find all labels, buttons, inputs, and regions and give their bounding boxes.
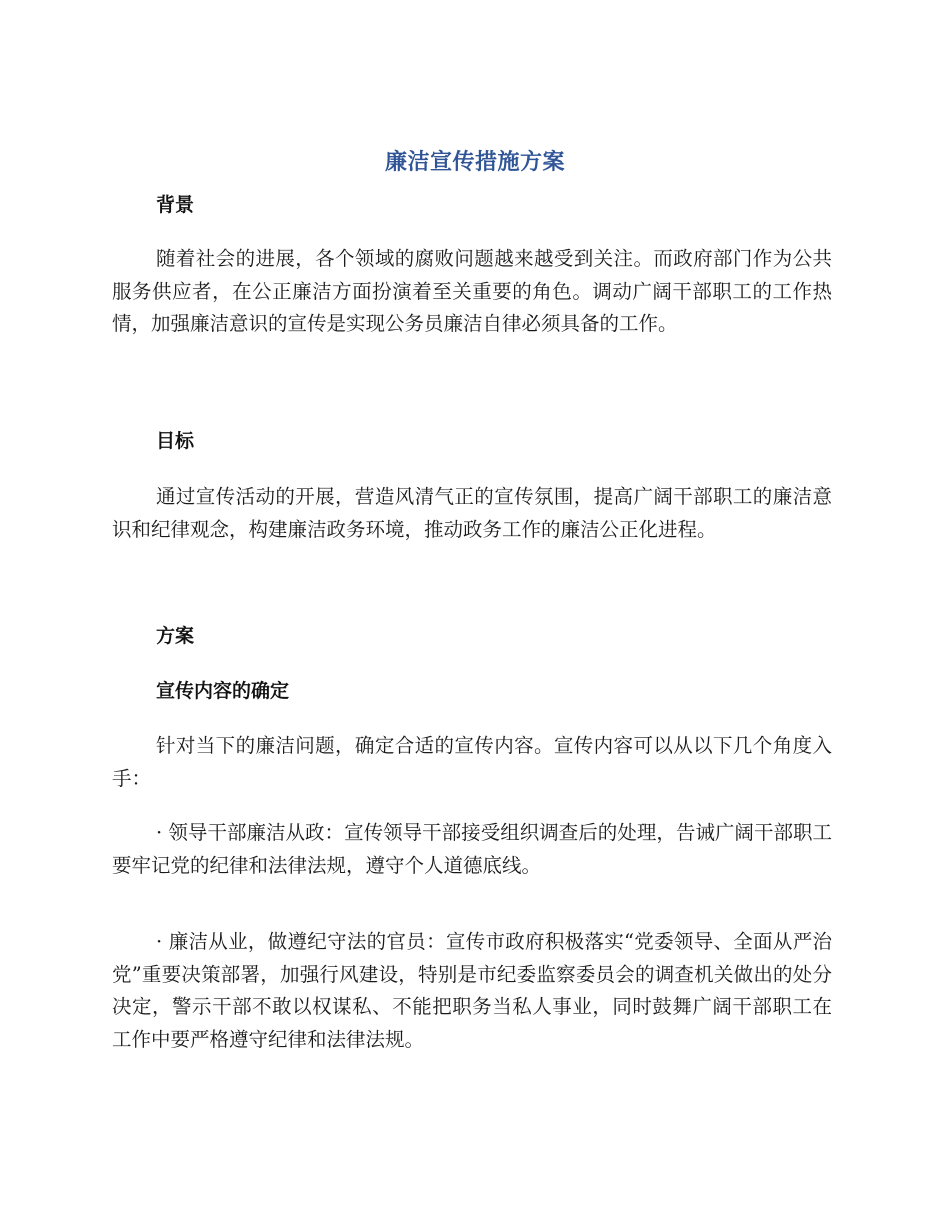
document-title: 廉洁宣传措施方案 bbox=[384, 150, 565, 175]
section-heading-goal: 目标 bbox=[156, 430, 195, 452]
list-item-leadership: · 领导干部廉洁从政：宣传领导干部接受组织调查后的处理，告诫广阔干部职工要牢记党的纪律和法律法规，遵守个人道德底线。 bbox=[112, 821, 832, 877]
section-heading-plan: 方案 bbox=[156, 625, 195, 647]
paragraph-plan-intro: 针对当下的廉洁问题，确定合适的宣传内容。宣传内容可以从以下几个角度入手： bbox=[112, 734, 832, 790]
subsection-heading-content: 宣传内容的确定 bbox=[156, 680, 290, 702]
paragraph-background: 随着社会的进展，各个领域的腐败问题越来越受到关注。而政府部门作为公共服务供应者，在公正廉洁方面扮演着至关重要的角色。调动广阔干部职工的工作热情，加强廉洁意识的宣传是实现公务员廉洁自律必须具备的工作。 bbox=[112, 247, 832, 336]
section-heading-background: 背景 bbox=[156, 194, 195, 216]
list-item-law-abiding: · 廉洁从业，做遵纪守法的官员：宣传市政府积极落实“党委领导、全面从严治党”重要决策部署，加强行风建设，特别是市纪委监察委员会的调查机关做出的处分决定，警示干部不敢以权谋私、不能把职务当私人事业，同时鼓舞广阔干部职工在工作中要严格遵守纪律和法律法规。 bbox=[112, 930, 832, 1051]
paragraph-goal: 通过宣传活动的开展，营造风清气正的宣传氛围，提高广阔干部职工的廉洁意识和纪律观念，构建廉洁政务环境，推动政务工作的廉洁公正化进程。 bbox=[112, 485, 832, 541]
